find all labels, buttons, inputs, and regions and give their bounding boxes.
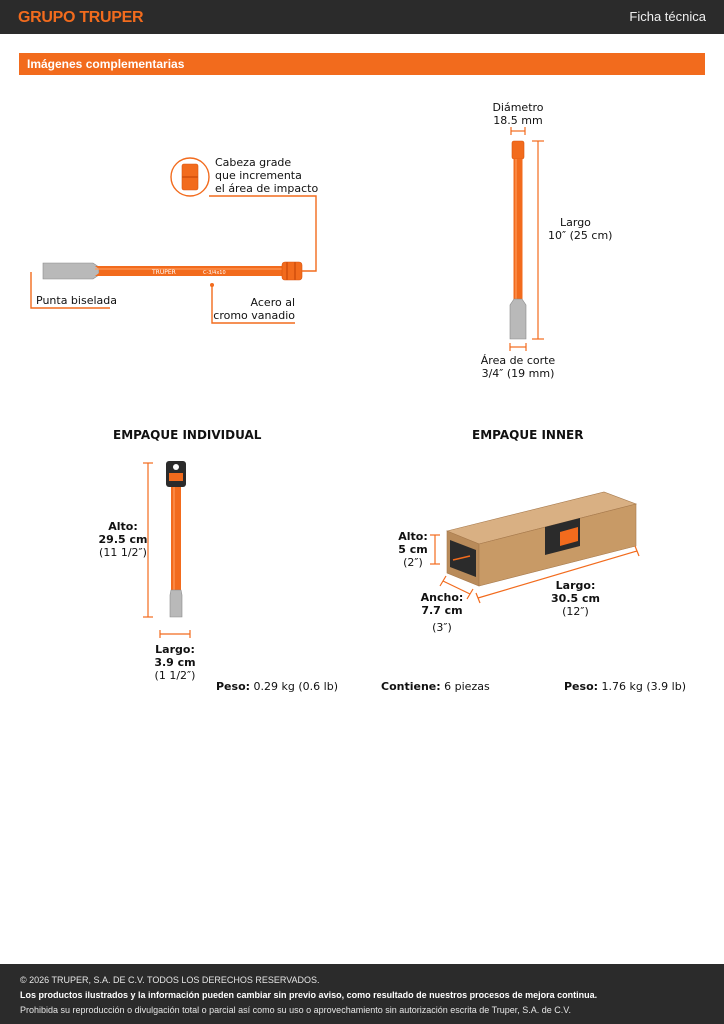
chisel-marking-brand: TRUPER xyxy=(152,269,176,276)
inner-contents: Contiene: 6 piezas xyxy=(381,680,490,693)
inner-length-label: Largo: 30.5 cm (12″) xyxy=(551,579,600,618)
individual-package-title: EMPAQUE INDIVIDUAL xyxy=(113,428,262,442)
head-callout-detail xyxy=(182,164,198,190)
individual-package-image xyxy=(166,461,186,617)
length-label: Largo 10″ (25 cm) xyxy=(548,216,613,242)
inner-package-title: EMPAQUE INNER xyxy=(472,428,584,442)
cut-area-label: Área de corte 3/4″ (19 mm) xyxy=(480,354,556,380)
chisel-vertical-image xyxy=(510,141,526,339)
section-title: Imágenes complementarias xyxy=(27,57,185,71)
cut-area-dimension xyxy=(510,343,526,351)
individual-weight: Peso: 0.29 kg (0.6 lb) xyxy=(216,680,338,693)
document-type: Ficha técnica xyxy=(629,9,706,24)
footer-notice: Los productos ilustrados y la información pueden cambiar sin previo aviso, como resultado de nuestros procesos de mejora continua. xyxy=(20,990,598,1000)
inner-height-label: Alto: 5 cm (2″) xyxy=(398,530,428,569)
length-dimension xyxy=(532,141,544,339)
brand-logo: GRUPO TRUPER xyxy=(18,9,144,26)
diameter-dimension xyxy=(511,127,525,135)
individual-height-label: Alto: 29.5 cm (11 1/2″) xyxy=(98,520,148,559)
inner-weight: Peso: 1.76 kg (3.9 lb) xyxy=(564,680,686,693)
head-callout-label: Cabeza grade que incrementa el área de impacto xyxy=(215,156,319,195)
individual-length-label: Largo: 3.9 cm (1 1/2″) xyxy=(154,643,196,682)
footer-copyright: © 2026 TRUPER, S.A. DE C.V. TODOS LOS DERECHOS RESERVADOS. xyxy=(20,975,320,985)
chisel-marking-code: C-3/4x10 xyxy=(203,270,226,276)
chisel-horizontal-image xyxy=(43,262,302,280)
diameter-label: Diámetro 18.5 mm xyxy=(492,101,544,127)
tip-callout-label: Punta biselada xyxy=(36,294,117,307)
individual-length-dimension xyxy=(160,630,190,638)
page-footer xyxy=(0,964,724,1024)
material-callout-label: Acero al cromo vanadio xyxy=(213,296,295,322)
inner-width-label: Ancho: 7.7 cm (3″) xyxy=(420,591,464,634)
inner-box-image xyxy=(447,492,636,586)
footer-legal: Prohibida su reproducción o divulgación total o parcial así como su uso o aprovechamiento sin autorización escrita de Truper, S.A. de C.V. xyxy=(20,1005,571,1015)
